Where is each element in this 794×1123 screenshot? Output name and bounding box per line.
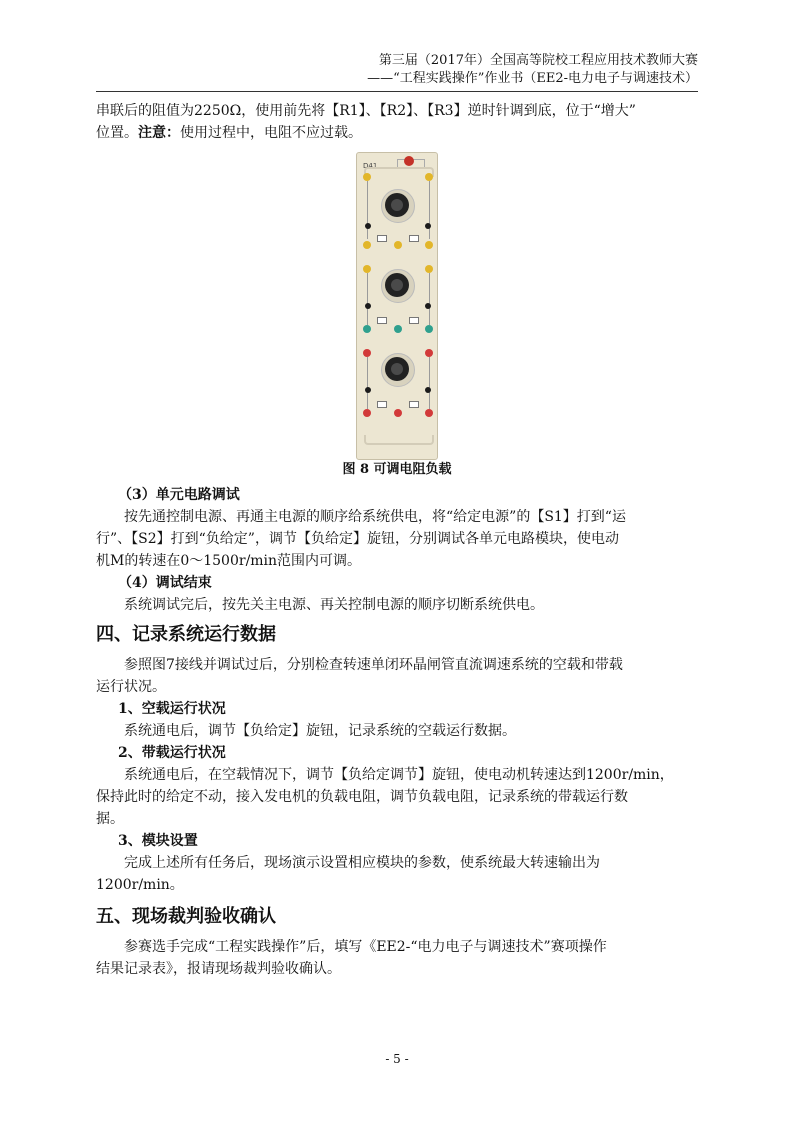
knob-r1-cap [391, 199, 403, 211]
section-3-line-2: 行”、【S2】打到“负给定”，调节【负给定】旋钮，分别调试各单元电路模块，使电动 [96, 531, 619, 547]
resistor [409, 235, 419, 242]
section-4-line-1: 系统调试完后，按先关主电源、再关控制电源的顺序切断系统供电。 [124, 597, 544, 613]
wire [429, 181, 430, 239]
resistor [377, 401, 387, 408]
wire [429, 357, 430, 409]
panel-code: D41 [363, 162, 378, 170]
fuse-holder [425, 303, 431, 309]
jack-c-mid [394, 409, 402, 417]
bottom-handle [364, 435, 434, 445]
fuse-holder [365, 387, 371, 393]
knob-r2-cap [391, 279, 403, 291]
chapter-4-line-1: 参照图7接线并调试过后，分别检查转速单闭环晶闸管直流调速系统的空载和带载 [124, 657, 623, 673]
note-label: 注意： [138, 125, 180, 141]
item-3-line-1: 完成上述所有任务后，现场演示设置相应模块的参数，使系统最大转速输出为 [124, 855, 600, 871]
resistor [377, 317, 387, 324]
header-line-1: 第三届（2017年）全国高等院校工程应用技术教师大赛 [378, 53, 698, 68]
top-handle [364, 167, 434, 177]
section-3-line-1: 按先通控制电源、再通主电源的顺序给系统供电，将“给定电源”的【S1】打到“运 [124, 509, 626, 525]
chapter-5-line-2: 结果记录表》，报请现场裁判验收确认。 [96, 961, 341, 977]
intro-line-2 [96, 122, 698, 144]
jack-c2 [363, 409, 371, 417]
jack-y1 [425, 265, 433, 273]
wire [367, 181, 368, 239]
chapter-5-line-1: 参赛选手完成“工程实践操作”后，填写《EE2-“电力电子与调速技术”赛项操作 [124, 939, 607, 955]
chapter-5-title: 五、现场裁判验收确认 [96, 906, 276, 927]
resistor [377, 235, 387, 242]
intro-text-a: 位置。 [96, 125, 138, 141]
knob-r3-cap [391, 363, 403, 375]
section-4-heading: （4）调试结束 [118, 575, 212, 591]
resistor-panel-image [356, 152, 438, 460]
intro-text-b: 使用过程中，电阻不应过载。 [180, 125, 362, 141]
item-1-line-1: 系统通电后，调节【负给定】旋钮，记录系统的空载运行数据。 [124, 723, 516, 739]
chapter-4-line-2: 运行状况。 [96, 679, 166, 695]
jack-c1 [425, 409, 433, 417]
item-2-line-2: 保持此时的给定不动，接入发电机的负载电阻，调节负载电阻，记录系统的带载运行数 [96, 789, 628, 805]
item-3-title: 3、模块设置 [118, 833, 198, 849]
section-3-heading: （3）单元电路调试 [118, 487, 240, 503]
jack-a1 [425, 241, 433, 249]
item-3-line-2: 1200r/min。 [96, 877, 184, 893]
wire [367, 273, 368, 325]
fuse-holder [425, 223, 431, 229]
jack-b2 [363, 325, 371, 333]
brand-logo-icon [404, 156, 414, 166]
resistor [409, 401, 419, 408]
wire [429, 273, 430, 325]
jack-a-mid [394, 241, 402, 249]
header-rule [96, 91, 698, 92]
header-line-2: ——“工程实践操作”作业书（EE2-电力电子与调速技术） [367, 71, 698, 86]
wire [367, 357, 368, 409]
jack-y2 [363, 265, 371, 273]
page-number: - 5 - [385, 1052, 409, 1066]
chapter-4-title: 四、记录系统运行数据 [96, 624, 276, 645]
figure-caption: 图 8 可调电阻负载 [342, 462, 452, 477]
item-1-title: 1、空载运行状况 [118, 701, 226, 717]
fuse-holder [425, 387, 431, 393]
jack-z2 [363, 349, 371, 357]
resistor [409, 317, 419, 324]
jack-b-mid [394, 325, 402, 333]
page-header [96, 52, 698, 88]
jack-b1 [425, 325, 433, 333]
fuse-holder [365, 223, 371, 229]
item-2-line-1: 系统通电后，在空载情况下，调节【负给定调节】旋钮，使电动机转速达到1200r/min， [124, 767, 674, 783]
jack-x1 [425, 173, 433, 181]
page-content [96, 100, 698, 980]
section-3-line-3: 机M的转速在0～1500r/min范围内可调。 [96, 553, 362, 569]
jack-z1 [425, 349, 433, 357]
jack-a2 [363, 241, 371, 249]
figure-adjustable-resistor-panel [356, 152, 438, 460]
item-2-line-3: 据。 [96, 811, 124, 827]
item-2-title: 2、带载运行状况 [118, 745, 226, 761]
fuse-holder [365, 303, 371, 309]
jack-x2 [363, 173, 371, 181]
intro-line-1: 串联后的阻值为2250Ω，使用前先将【R1】、【R2】、【R3】逆时针调到底，位于“增大” [96, 103, 636, 119]
